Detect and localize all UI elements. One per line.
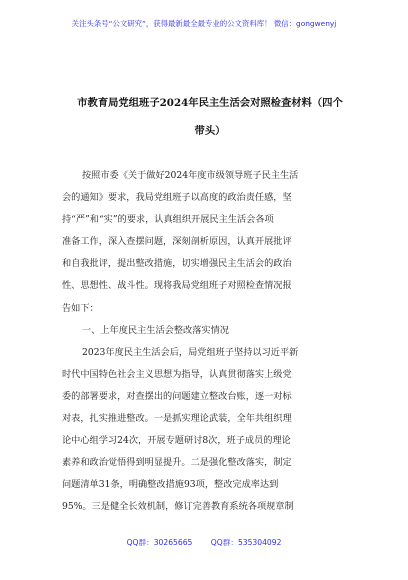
paragraph-line: 持“严”和“实”的要求，认真组织开展民主生活会各项	[62, 214, 274, 226]
paragraph-line: 委的部署要求，对查摆出的问题建立整改台账，逐一对标	[62, 390, 292, 402]
paragraph-line: 会的通知》要求，我局党组班子以高度的政治责任感，坚	[62, 192, 292, 204]
paragraph-line: 素养和政治觉悟得到明显提升。二是强化整改落实，制定	[62, 457, 292, 469]
section-heading: 一、上年度民主生活会整改落实情况	[82, 324, 229, 336]
document-body	[62, 165, 344, 519]
contact-footer	[20, 537, 388, 548]
document-title-continued: 带头）	[194, 125, 226, 137]
document-title: 市教育局党组班子2024年民主生活会对照检查材料（四个	[77, 97, 343, 109]
paragraph-line: 性、思想性、战斗性。现将我局党组班子对照检查情况报	[62, 280, 292, 292]
paragraph-line: 95%。三是健全长效机制，修订完善教育系统各项规章制	[62, 501, 294, 513]
paragraph-line: 和自我批评，提出整改措施，切实增强民主生活会的政治	[62, 258, 292, 270]
qq-group-1: QQ群：30265665	[126, 538, 193, 547]
paragraph-line: 2023年度民主生活会后，局党组班子坚持以习近平新	[82, 346, 299, 358]
qq-group-2: QQ群：535304092	[210, 538, 282, 547]
paragraph-line: 告如下：	[62, 302, 99, 314]
promo-banner: 关注头条号“公文研究”，获得最新最全最专业的公文资料库！ 微信：gongwenyj	[71, 19, 337, 28]
paragraph-line: 对表，扎实推进整改。一是抓实理论武装，全年共组织理	[62, 413, 292, 425]
paragraph-line: 按照市委《关于做好2024年度市级领导班子民主生活	[82, 170, 299, 181]
paragraph-line: 准备工作，深入查摆问题，深刻剖析原因，认真开展批评	[62, 236, 292, 248]
paragraph-line: 时代中国特色社会主义思想为指导，认真贯彻落实上级党	[62, 368, 292, 380]
paragraph-line: 问题清单31条，明确整改措施93项，整改完成率达到	[62, 479, 279, 491]
paragraph-line: 论中心组学习24次，开展专题研讨8次，班子成员的理论	[62, 435, 291, 447]
